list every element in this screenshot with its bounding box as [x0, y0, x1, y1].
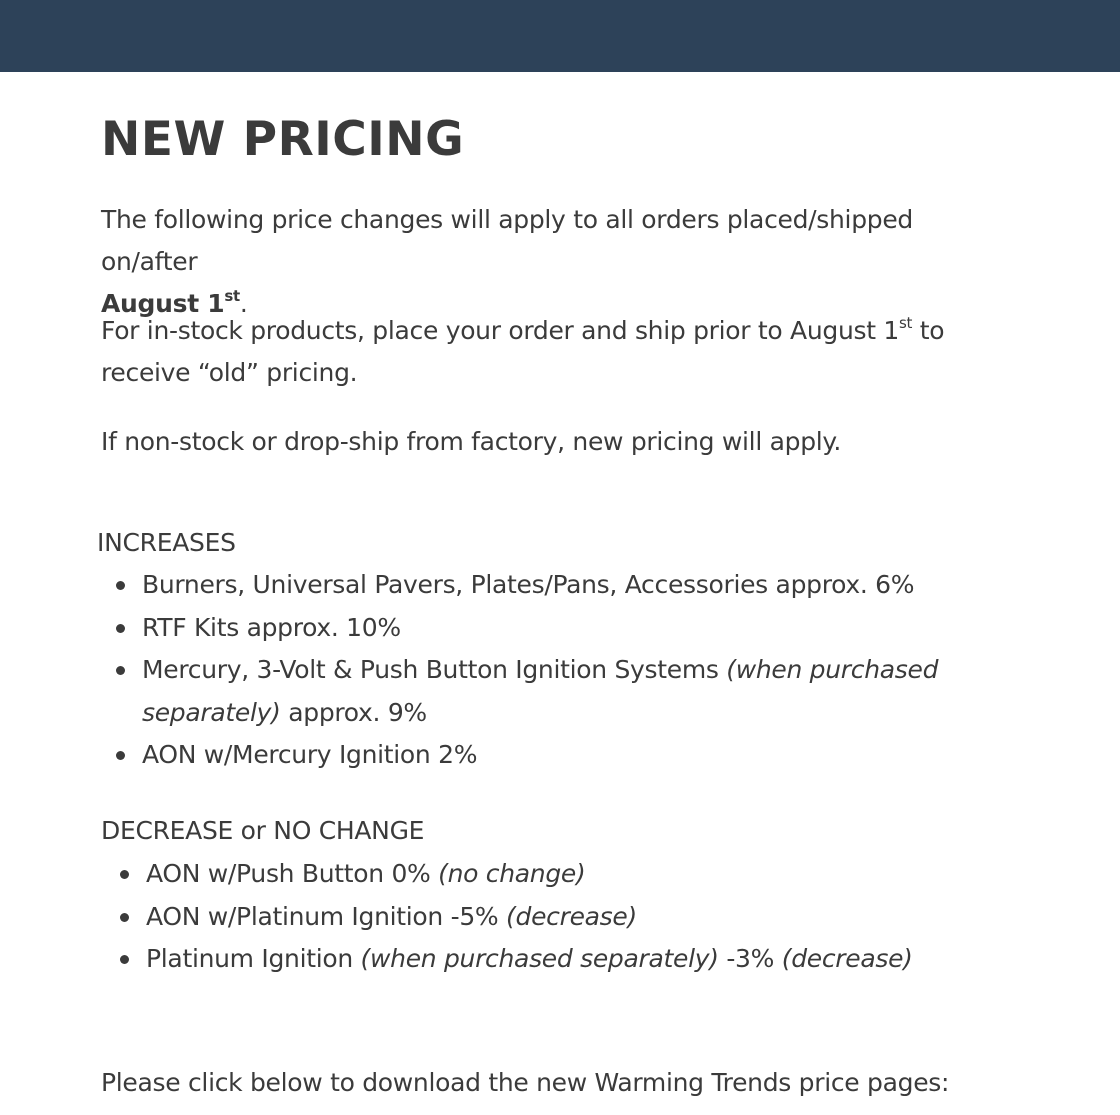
nonstock-paragraph: If non-stock or drop-ship from factory, new pricing will apply.: [101, 427, 841, 456]
intro-date: August 1st: [101, 286, 240, 318]
page-title: NEW PRICING: [101, 112, 465, 167]
decrease-list: [105, 853, 1005, 981]
intro-paragraph: The following price changes will apply to all orders placed/shipped on/after August 1st.: [101, 205, 913, 318]
list-item: Mercury, 3-Volt & Push Button Ignition Systems (when purchased separately) approx. 9%: [101, 649, 1001, 734]
list-item: Platinum Ignition (when purchased separately) -3% (decrease): [105, 938, 1005, 981]
instock-paragraph: For in-stock products, place your order and ship prior to August 1st to receive “old” pricing.: [101, 313, 945, 387]
list-item: AON w/Platinum Ignition -5% (decrease): [105, 896, 1005, 939]
list-item: AON w/Push Button 0% (no change): [105, 853, 1005, 896]
list-item: AON w/Mercury Ignition 2%: [101, 734, 1001, 777]
download-prompt: Please click below to download the new Warming Trends price pages:: [101, 1068, 950, 1097]
decrease-label: DECREASE or NO CHANGE: [101, 816, 425, 845]
list-item: RTF Kits approx. 10%: [101, 607, 1001, 650]
increases-list: [101, 564, 1001, 777]
header-bar: [0, 0, 1120, 72]
intro-text: The following price changes will apply to all orders placed/shipped on/after: [101, 205, 913, 276]
list-item: Burners, Universal Pavers, Plates/Pans, Accessories approx. 6%: [101, 564, 1001, 607]
increases-label: INCREASES: [97, 528, 236, 557]
